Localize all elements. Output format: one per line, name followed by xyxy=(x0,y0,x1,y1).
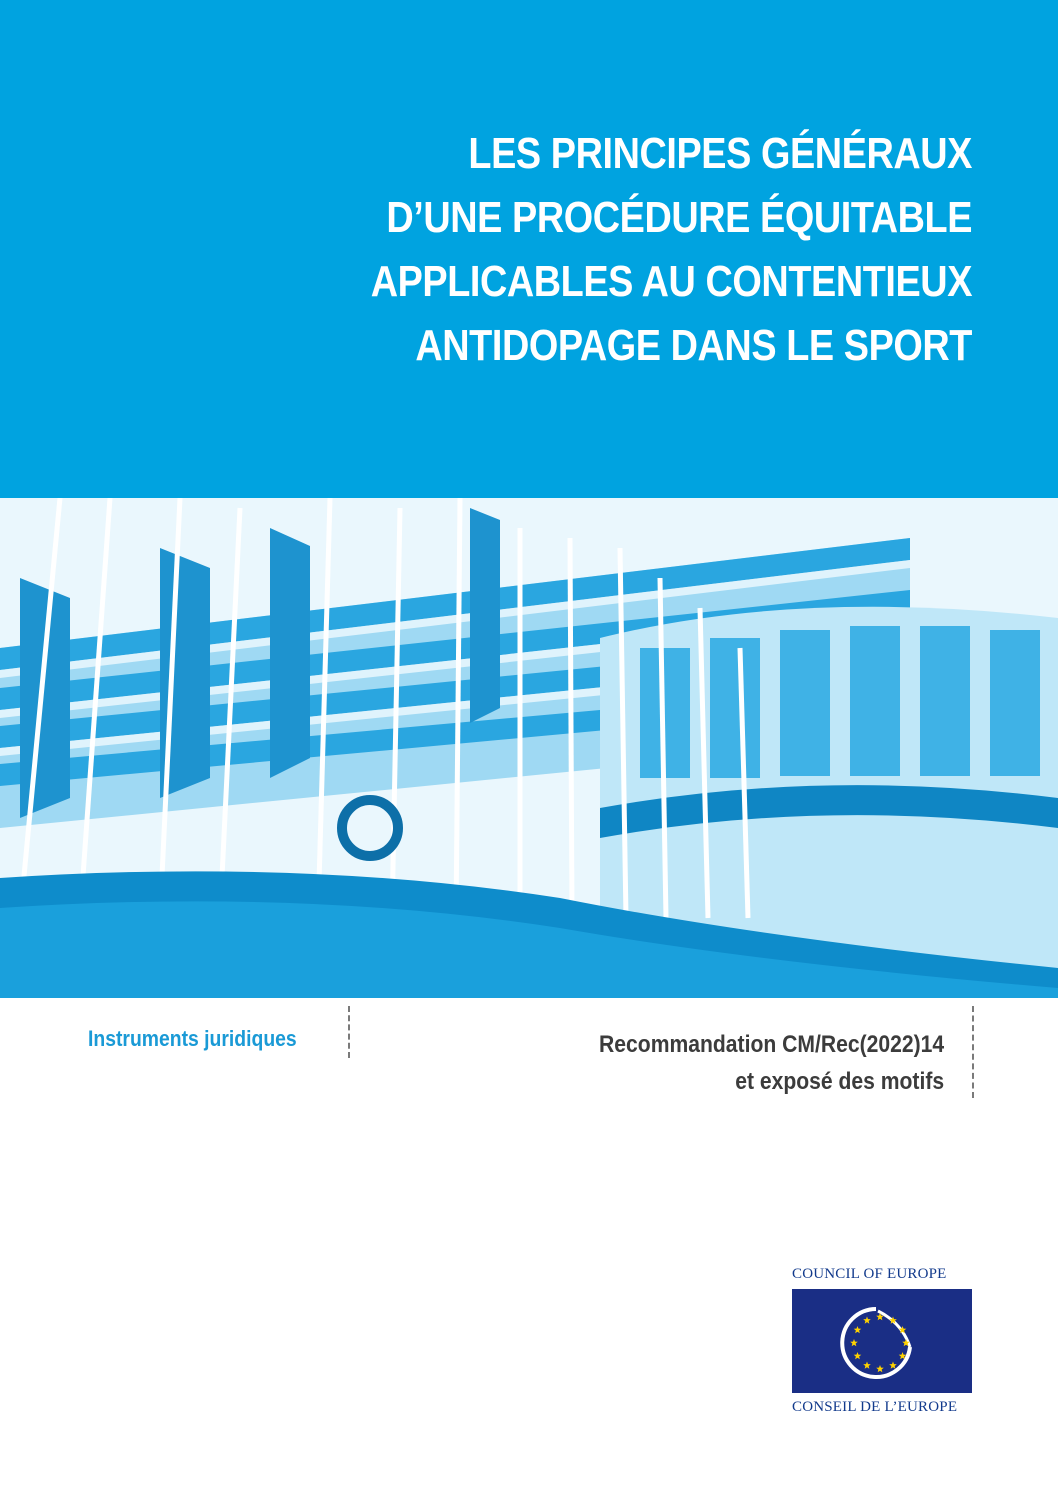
logo-text-fr: CONSEIL DE L’EUROPE xyxy=(792,1399,958,1415)
recommendation-reference xyxy=(599,1026,944,1100)
series-label: Instruments juridiques xyxy=(88,1026,297,1051)
recommendation-subtitle: et exposé des motifs xyxy=(735,1068,944,1095)
title-band xyxy=(0,0,1058,498)
council-of-europe-emblem-icon xyxy=(792,1289,972,1393)
council-of-europe-logo xyxy=(792,1266,972,1416)
title-line: D’UNE PROCÉDURE ÉQUITABLE xyxy=(386,193,972,242)
building-illustration xyxy=(0,498,1058,998)
title-line: APPLICABLES AU CONTENTIEUX xyxy=(370,257,972,306)
dashed-divider xyxy=(972,1006,974,1098)
dashed-divider xyxy=(348,1006,350,1058)
recommendation-number: Recommandation CM/Rec(2022)14 xyxy=(598,1031,944,1058)
title-line: LES PRINCIPES GÉNÉRAUX xyxy=(468,129,972,178)
cover-title xyxy=(267,122,972,378)
building-photo xyxy=(0,498,1058,998)
title-line: ANTIDOPAGE DANS LE SPORT xyxy=(415,321,972,370)
logo-text-en: COUNCIL OF EUROPE xyxy=(792,1266,947,1282)
